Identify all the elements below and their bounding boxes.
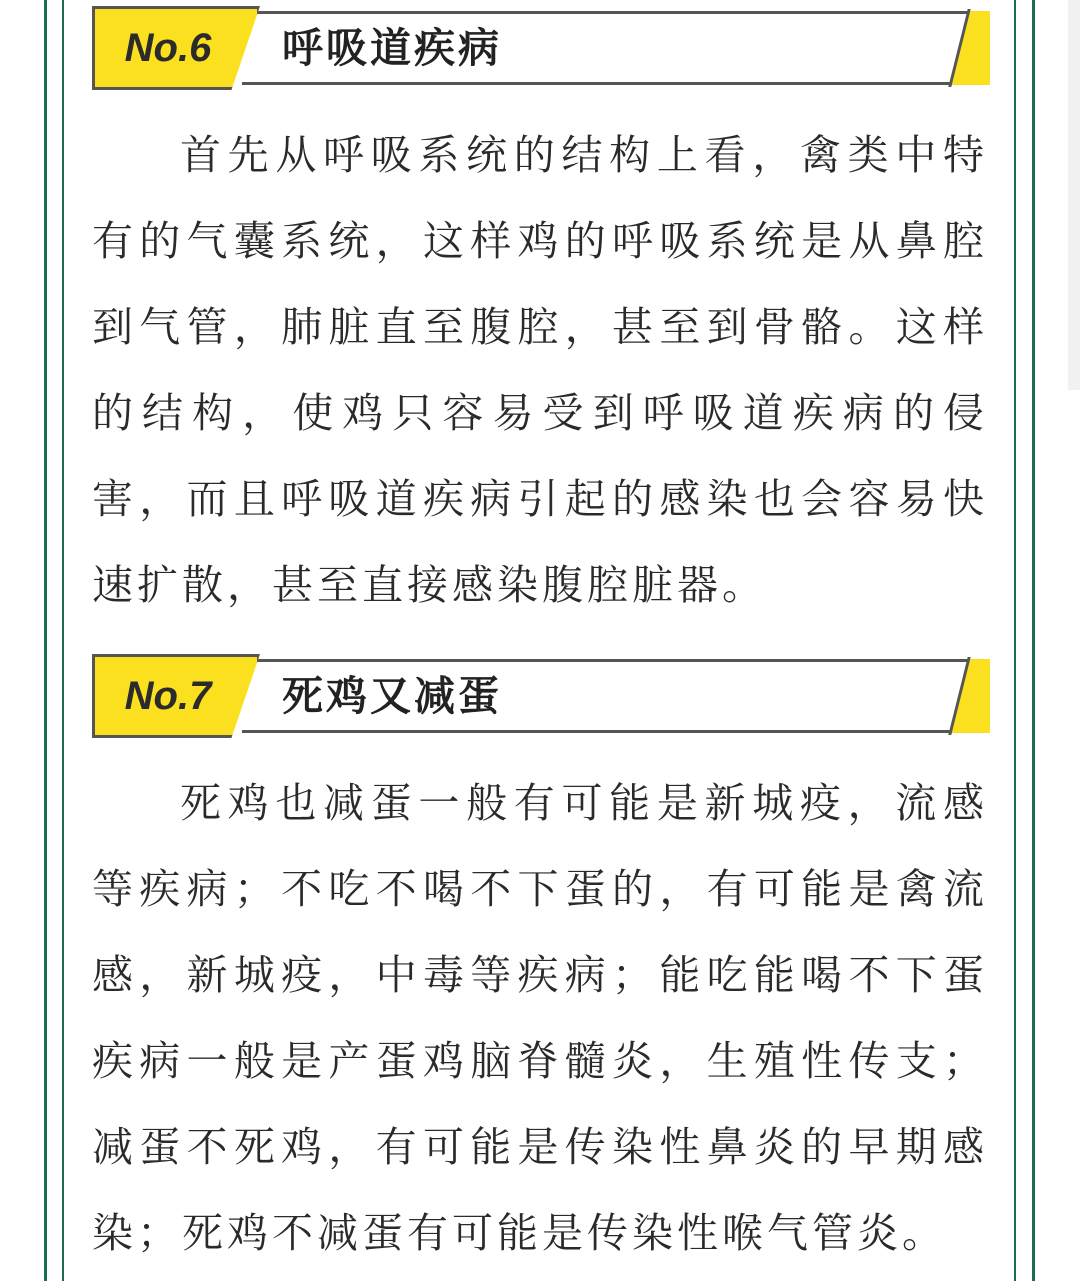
section-title: 死鸡又减蛋 xyxy=(282,672,502,720)
section-header-no7 xyxy=(92,654,990,738)
section-number: No.7 xyxy=(124,674,212,718)
edge-shadow xyxy=(1068,0,1080,390)
section-body-no6: 首先从呼吸系统的结构上看，禽类中特有的气囊系统，这样鸡的呼吸系统是从鼻腔到气管，肺脏直至腹腔，甚至到骨骼。这样的结构，使鸡只容易受到呼吸道疾病的侵害，而且呼吸道疾病引起的感染也会容易快速扩散，甚至直接感染腹腔脏器。 xyxy=(92,131,988,609)
frame-left-inner-line xyxy=(62,0,64,1281)
frame-right-inner-line xyxy=(1014,0,1016,1281)
frame-left-outer-line xyxy=(44,0,47,1281)
section-number: No.6 xyxy=(124,26,212,70)
section-header-no6 xyxy=(92,6,990,90)
section-title: 呼吸道疾病 xyxy=(282,24,502,72)
frame-right-outer-line xyxy=(1032,0,1035,1281)
section-body-no7: 死鸡也减蛋一般有可能是新城疫，流感等疾病；不吃不喝不下蛋的，有可能是禽流感，新城疫，中毒等疾病；能吃能喝不下蛋疾病一般是产蛋鸡脑脊髓炎，生殖性传支；减蛋不死鸡，有可能是传染性鼻炎的早期感染；死鸡不减蛋有可能是传染性喉气管炎。 xyxy=(92,779,988,1257)
